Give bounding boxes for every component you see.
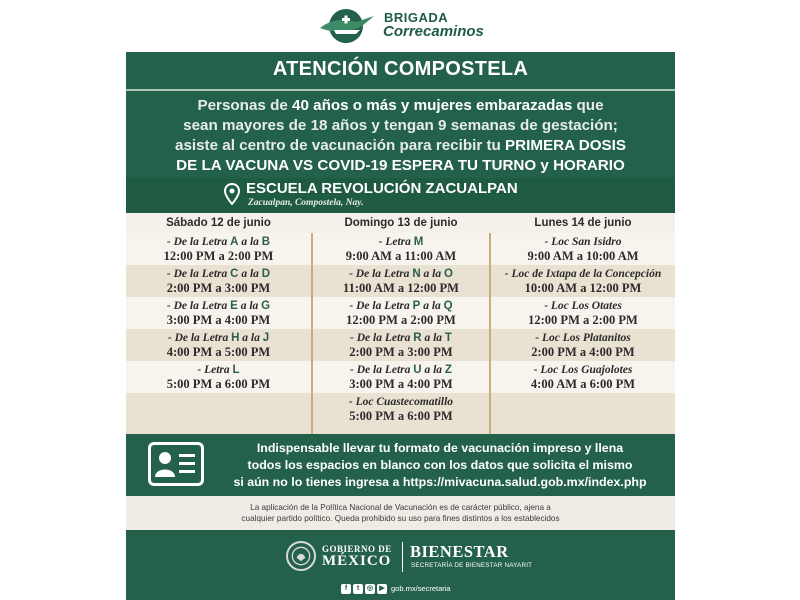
slot-label-text: - Loc Los Guajolotes — [533, 364, 633, 376]
slot-label-text: - Loc Los Otates — [544, 300, 622, 312]
schedule-slot — [491, 299, 675, 328]
schedule-slot — [313, 363, 489, 392]
slot-label-text: - De la Letra — [349, 268, 413, 280]
slot-label-text: a la — [421, 332, 445, 344]
slot-letter: U — [413, 364, 422, 376]
slot-group-label — [313, 235, 489, 249]
slot-label-text: - Loc San Isidro — [544, 236, 622, 248]
slot-letter: N — [412, 268, 421, 280]
notice-line1: Indispensable llevar tu formato de vacunación impreso y llena — [256, 441, 624, 455]
slot-time: 4:00 AM a 6:00 PM — [530, 377, 636, 391]
schedule-slot — [313, 299, 489, 328]
schedule-slot — [313, 331, 489, 360]
slot-group-label — [313, 331, 489, 345]
slot-letter: D — [261, 268, 271, 280]
slot-label-text: - Loc de Ixtapa de la Concepción — [504, 268, 662, 280]
brand-header — [126, 0, 675, 52]
slot-letter: R — [413, 332, 422, 344]
slot-time: 12:00 PM a 2:00 PM — [163, 249, 274, 263]
slot-label-text: - De la Letra — [166, 268, 231, 280]
schedule-slot — [491, 267, 675, 296]
slot-label-text: a la — [239, 332, 263, 344]
notice-line2: todos los espacios en blanco con los datos que solicita el mismo — [247, 458, 633, 472]
schedule-slot — [126, 267, 311, 296]
id-card-icon — [148, 442, 204, 486]
footer — [126, 530, 675, 600]
bienestar-title: BIENESTAR — [410, 542, 509, 561]
intro-text — [126, 96, 675, 176]
schedule-slot — [126, 363, 311, 392]
slot-label-text: a la — [421, 364, 445, 376]
notice-line3: si aún no lo tienes ingresa a https://mivacuna.salud.gob.mx/index.php — [233, 475, 647, 489]
slot-group-label — [313, 267, 489, 281]
slot-group-label — [313, 395, 489, 409]
schedule-slot — [313, 267, 489, 296]
intro-line2: sean mayores de 18 años y tengan 9 semanas de gestación; — [183, 117, 618, 134]
slot-time: 12:00 PM a 2:00 PM — [528, 313, 638, 327]
slot-group-label — [126, 267, 311, 281]
slot-group-label — [126, 299, 311, 313]
day-header-saturday: Sábado 12 de junio — [166, 217, 271, 229]
schedule-slot — [126, 235, 311, 264]
slot-letter: M — [413, 236, 424, 248]
slot-letter: L — [232, 364, 240, 376]
slot-label-text: - Letra — [378, 236, 414, 248]
slot-label-text: - De la Letra — [349, 300, 413, 312]
slot-label-text: - Letra — [197, 364, 233, 376]
schedule-slot — [491, 363, 675, 392]
slot-label-text: a la — [420, 300, 444, 312]
schedule-slot — [313, 395, 489, 424]
slot-group-label — [491, 331, 675, 345]
intro-line3: asiste al centro de vacunación para recibir tu PRIMERA DOSIS — [175, 137, 626, 154]
slot-time: 3:00 PM a 4:00 PM — [166, 313, 271, 327]
slot-label-text: - De la Letra — [350, 332, 414, 344]
slot-time: 2:00 PM a 4:00 PM — [531, 345, 635, 359]
slot-group-label — [313, 299, 489, 313]
slot-time: 9:00 AM a 10:00 AM — [527, 249, 639, 263]
slot-letter: A — [230, 236, 239, 248]
youtube-icon[interactable]: ▶ — [377, 584, 387, 594]
slot-letter: O — [443, 268, 453, 280]
venue-name: ESCUELA REVOLUCIÓN ZACUALPAN — [246, 180, 518, 197]
slot-letter: G — [261, 300, 271, 312]
slot-letter: Z — [444, 364, 452, 376]
slot-group-label — [491, 235, 675, 249]
slot-label-text: - Loc Cuastecomatillo — [348, 396, 454, 408]
slot-group-label — [491, 299, 675, 313]
slot-time: 12:00 PM a 2:00 PM — [346, 313, 456, 327]
schedule-slot — [126, 299, 311, 328]
slot-group-label — [126, 363, 311, 377]
slot-time: 10:00 AM a 12:00 PM — [524, 281, 642, 295]
slot-time: 2:00 PM a 3:00 PM — [166, 281, 271, 295]
venue-address: Zacualpan, Compostela, Nay. — [248, 198, 364, 208]
twitter-icon[interactable]: t — [353, 584, 363, 594]
slot-label-text: a la — [238, 268, 262, 280]
location-pin-icon — [224, 183, 240, 205]
brand-line1: BRIGADA — [384, 10, 449, 25]
title-divider — [126, 89, 675, 91]
slot-time: 2:00 PM a 3:00 PM — [349, 345, 453, 359]
schedule-slot — [126, 331, 311, 360]
footer-divider — [402, 542, 403, 572]
slot-group-label — [491, 267, 675, 281]
disclaimer-line2: cualquier partido político. Queda prohibido su uso para fines distintos a los establecidos — [241, 514, 560, 523]
slot-time: 5:00 PM a 6:00 PM — [166, 377, 271, 391]
schedule-slot — [491, 235, 675, 264]
social-handle[interactable]: gob.mx/secretaria — [391, 584, 451, 593]
venue-bar — [126, 178, 675, 213]
day-header-monday: Lunes 14 de junio — [534, 217, 632, 229]
slot-time: 3:00 PM a 4:00 PM — [349, 377, 453, 391]
slot-letter: H — [231, 332, 240, 344]
slot-label-text: a la — [237, 300, 262, 312]
slot-time: 11:00 AM a 12:00 PM — [343, 281, 459, 295]
schedule-table — [126, 213, 675, 434]
slot-time: 9:00 AM a 11:00 AM — [345, 249, 457, 263]
bienestar-subtitle: SECRETARÍA DE BIENESTAR NAYARIT — [411, 562, 533, 569]
slot-time: 4:00 PM a 5:00 PM — [166, 345, 271, 359]
slot-label-text: a la — [238, 236, 262, 248]
slot-label-text: - De la Letra — [166, 300, 231, 312]
gob-line1: GOBIERNO DE — [322, 544, 392, 554]
schedule-slot — [491, 331, 675, 360]
roadrunner-logo-icon — [316, 6, 378, 46]
mexico-seal-icon — [286, 541, 316, 571]
requirements-notice — [126, 434, 675, 496]
slot-letter: J — [262, 332, 270, 344]
disclaimer — [126, 496, 675, 530]
instagram-icon[interactable]: ◎ — [366, 585, 374, 592]
slot-time: 5:00 PM a 6:00 PM — [349, 409, 453, 423]
disclaimer-line1: La aplicación de la Política Nacional de Vacunación es de carácter público, ajena a — [250, 503, 551, 512]
notice-text — [210, 440, 670, 491]
slot-letter: Q — [443, 300, 453, 312]
vaccination-poster — [126, 0, 675, 600]
slot-letter: E — [230, 300, 238, 312]
slot-label-text: - Loc Los Platanitos — [535, 332, 631, 344]
slot-group-label — [126, 235, 311, 249]
schedule-slot — [313, 235, 489, 264]
slot-letter: B — [261, 236, 271, 248]
slot-label-text: - De la Letra — [166, 236, 231, 248]
slot-label-text: - De la Letra — [167, 332, 232, 344]
slot-group-label — [313, 363, 489, 377]
facebook-icon[interactable]: f — [341, 584, 351, 594]
slot-group-label — [491, 363, 675, 377]
page-title: ATENCIÓN COMPOSTELA — [272, 58, 529, 80]
intro-line1: Personas de 40 años o más y mujeres embarazadas que — [197, 97, 604, 114]
slot-letter: T — [444, 332, 452, 344]
gob-line2: MÉXICO — [322, 553, 392, 569]
slot-group-label — [126, 331, 311, 345]
slot-label-text: a la — [420, 268, 444, 280]
slot-letter: P — [412, 300, 421, 312]
slot-label-text: - De la Letra — [350, 364, 414, 376]
intro-line4: DE LA VACUNA VS COVID-19 ESPERA TU TURNO y HORARIO — [176, 157, 625, 174]
brand-line2: Correcaminos — [383, 23, 484, 40]
day-header-sunday: Domingo 13 de junio — [344, 217, 458, 229]
announcement-block — [126, 52, 675, 213]
slot-letter: C — [230, 268, 239, 280]
